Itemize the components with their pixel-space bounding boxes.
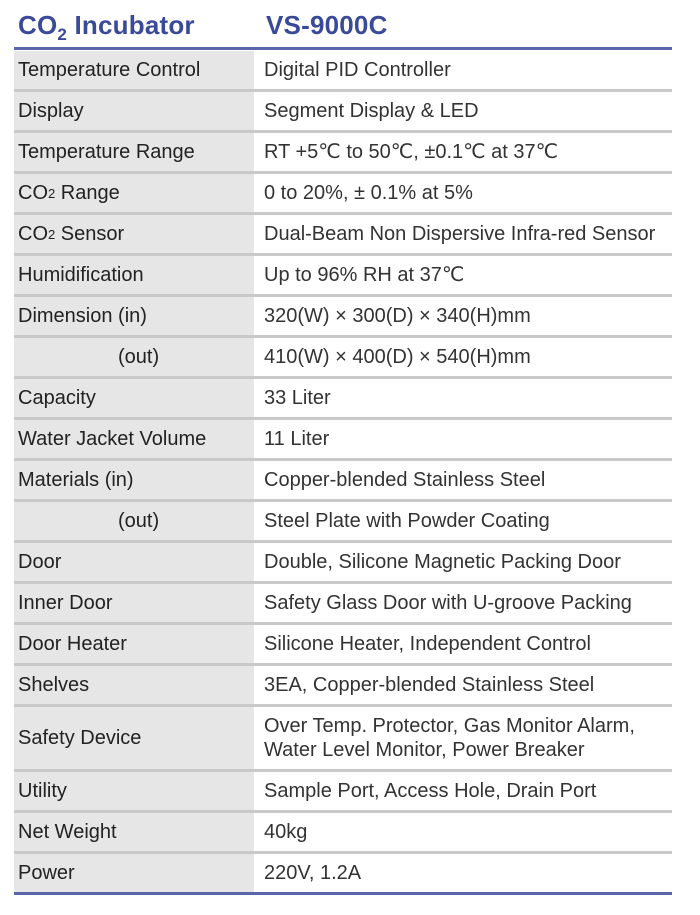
- model-number: VS-9000C: [266, 10, 388, 40]
- spec-value: 320(W) × 300(D) × 340(H)mm: [254, 297, 672, 335]
- table-row: [14, 502, 672, 543]
- spec-label: Door Heater: [14, 625, 254, 663]
- product-name-suffix: Incubator: [67, 10, 195, 40]
- spec-value: Safety Glass Door with U-groove Packing: [254, 584, 672, 622]
- spec-value: 3EA, Copper-blended Stainless Steel: [254, 666, 672, 704]
- table-row: [14, 297, 672, 338]
- header-divider: [14, 47, 672, 50]
- spec-label-prefix: CO: [18, 222, 48, 245]
- spec-label: Power: [14, 854, 254, 892]
- table-row: [14, 92, 672, 133]
- spec-sheet: [14, 0, 672, 884]
- spec-value: Sample Port, Access Hole, Drain Port: [254, 772, 672, 810]
- spec-value: Digital PID Controller: [254, 51, 672, 89]
- table-row: [14, 625, 672, 666]
- spec-value: Steel Plate with Powder Coating: [254, 502, 672, 540]
- table-row: [14, 543, 672, 584]
- table-row: [14, 174, 672, 215]
- table-row: [14, 813, 672, 854]
- spec-value: 33 Liter: [254, 379, 672, 417]
- spec-label: Safety Device: [14, 707, 254, 769]
- spec-label: Dimension (in): [14, 297, 254, 335]
- table-row: [14, 461, 672, 502]
- table-row: [14, 215, 672, 256]
- spec-value: [254, 707, 672, 769]
- footer-divider: [14, 892, 672, 895]
- spec-label: [14, 174, 254, 212]
- spec-label: Materials (in): [14, 461, 254, 499]
- spec-value: 40kg: [254, 813, 672, 851]
- spec-value-line: Over Temp. Protector, Gas Monitor Alarm,: [264, 715, 635, 737]
- table-row: [14, 420, 672, 461]
- spec-label: [14, 215, 254, 253]
- spec-label: Water Jacket Volume: [14, 420, 254, 458]
- spec-label: (out): [14, 338, 254, 376]
- spec-label: Temperature Range: [14, 133, 254, 171]
- spec-label: Capacity: [14, 379, 254, 417]
- table-row: [14, 707, 672, 772]
- spec-label: Inner Door: [14, 584, 254, 622]
- spec-label: (out): [14, 502, 254, 540]
- spec-value: Silicone Heater, Independent Control: [254, 625, 672, 663]
- spec-label: Humidification: [14, 256, 254, 294]
- spec-label: Shelves: [14, 666, 254, 704]
- spec-value: Copper-blended Stainless Steel: [254, 461, 672, 499]
- spec-value: 220V, 1.2A: [254, 854, 672, 892]
- spec-label-suffix: Range: [55, 181, 120, 204]
- spec-value-line: Water Level Monitor, Power Breaker: [264, 739, 585, 761]
- spec-header: [14, 0, 672, 46]
- spec-label: Utility: [14, 772, 254, 810]
- spec-value: RT +5℃ to 50℃, ±0.1℃ at 37℃: [254, 133, 672, 171]
- table-row: [14, 584, 672, 625]
- spec-label: Door: [14, 543, 254, 581]
- table-row: [14, 666, 672, 707]
- product-name-prefix: CO: [18, 10, 58, 40]
- spec-label-prefix: CO: [18, 181, 48, 204]
- product-name: [18, 10, 195, 45]
- spec-label: Temperature Control: [14, 51, 254, 89]
- spec-value: 11 Liter: [254, 420, 672, 458]
- table-row: [14, 379, 672, 420]
- table-row: [14, 772, 672, 813]
- spec-label: Display: [14, 92, 254, 130]
- spec-value: Up to 96% RH at 37℃: [254, 256, 672, 294]
- spec-value: 0 to 20%, ± 0.1% at 5%: [254, 174, 672, 212]
- spec-value: Dual-Beam Non Dispersive Infra-red Sensor: [254, 215, 672, 253]
- table-row: [14, 256, 672, 297]
- spec-label: Net Weight: [14, 813, 254, 851]
- product-name-subscript: 2: [57, 25, 68, 45]
- spec-label-suffix: Sensor: [55, 222, 125, 245]
- table-row: [14, 133, 672, 174]
- table-row: [14, 51, 672, 92]
- spec-table: [14, 51, 672, 895]
- spec-value: Segment Display & LED: [254, 92, 672, 130]
- spec-value: 410(W) × 400(D) × 540(H)mm: [254, 338, 672, 376]
- table-row: [14, 854, 672, 892]
- spec-value: Double, Silicone Magnetic Packing Door: [254, 543, 672, 581]
- table-row: [14, 338, 672, 379]
- spec-label-subscript: 2: [48, 226, 56, 242]
- spec-label-subscript: 2: [48, 185, 56, 201]
